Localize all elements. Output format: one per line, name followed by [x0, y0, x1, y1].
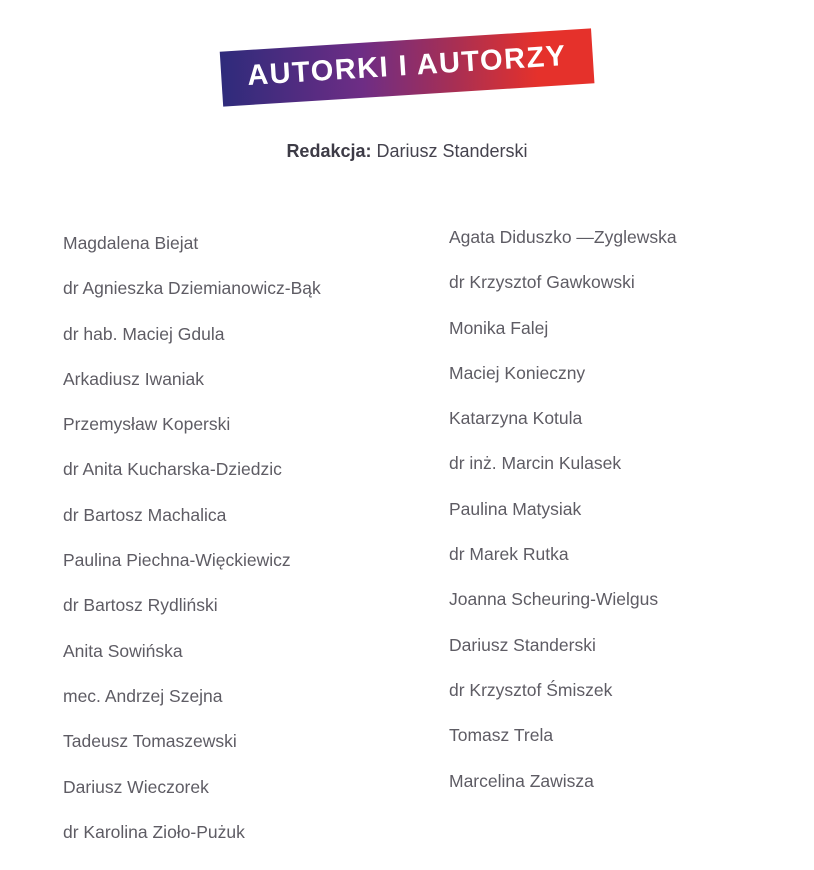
- author-name: Tadeusz Tomaszewski: [63, 731, 237, 752]
- author-name: Joanna Scheuring-Wielgus: [449, 589, 659, 610]
- author-name: Monika Falej: [449, 317, 549, 338]
- author-name: dr Bartosz Machalica: [63, 504, 227, 525]
- author-name: Magdalena Biejat: [63, 233, 199, 253]
- authors-column-right: [449, 227, 677, 816]
- authors-banner: [220, 28, 595, 106]
- author-name: Tomasz Trela: [449, 725, 554, 746]
- author-name: Agata Diduszko —Zyglewska: [449, 227, 677, 247]
- author-name: Arkadiusz Iwaniak: [63, 368, 205, 389]
- author-name: dr inż. Marcin Kulasek: [449, 453, 622, 474]
- author-name: dr Karolina Zioło-Pużuk: [63, 821, 245, 842]
- authors-column-left: [63, 233, 321, 867]
- editor-name: Dariusz Standerski: [376, 141, 528, 161]
- author-name: Przemysław Koperski: [63, 414, 231, 435]
- banner-title: AUTORKI I AUTORZY: [246, 39, 568, 93]
- author-name: dr hab. Maciej Gdula: [63, 323, 225, 344]
- author-name: dr Agnieszka Dziemianowicz-Bąk: [63, 278, 321, 299]
- author-name: dr Anita Kucharska-Dziedzic: [63, 459, 282, 480]
- author-name: dr Krzysztof Śmiszek: [449, 679, 613, 700]
- author-name: Katarzyna Kotula: [449, 408, 583, 429]
- editor-label: Redakcja:: [286, 141, 372, 161]
- author-name: dr Bartosz Rydliński: [63, 595, 218, 616]
- author-name: Dariusz Wieczorek: [63, 776, 209, 797]
- author-name: Marcelina Zawisza: [449, 770, 594, 791]
- author-name: mec. Andrzej Szejna: [63, 685, 223, 706]
- author-name: dr Marek Rutka: [449, 544, 569, 565]
- author-name: Dariusz Standerski: [449, 634, 596, 655]
- author-name: Paulina Piechna-Więckiewicz: [63, 550, 291, 571]
- author-name: dr Krzysztof Gawkowski: [449, 272, 635, 293]
- editor-line: [0, 141, 814, 162]
- author-name: Paulina Matysiak: [449, 498, 582, 519]
- author-name: Maciej Konieczny: [449, 362, 586, 383]
- author-name: Anita Sowińska: [63, 640, 183, 661]
